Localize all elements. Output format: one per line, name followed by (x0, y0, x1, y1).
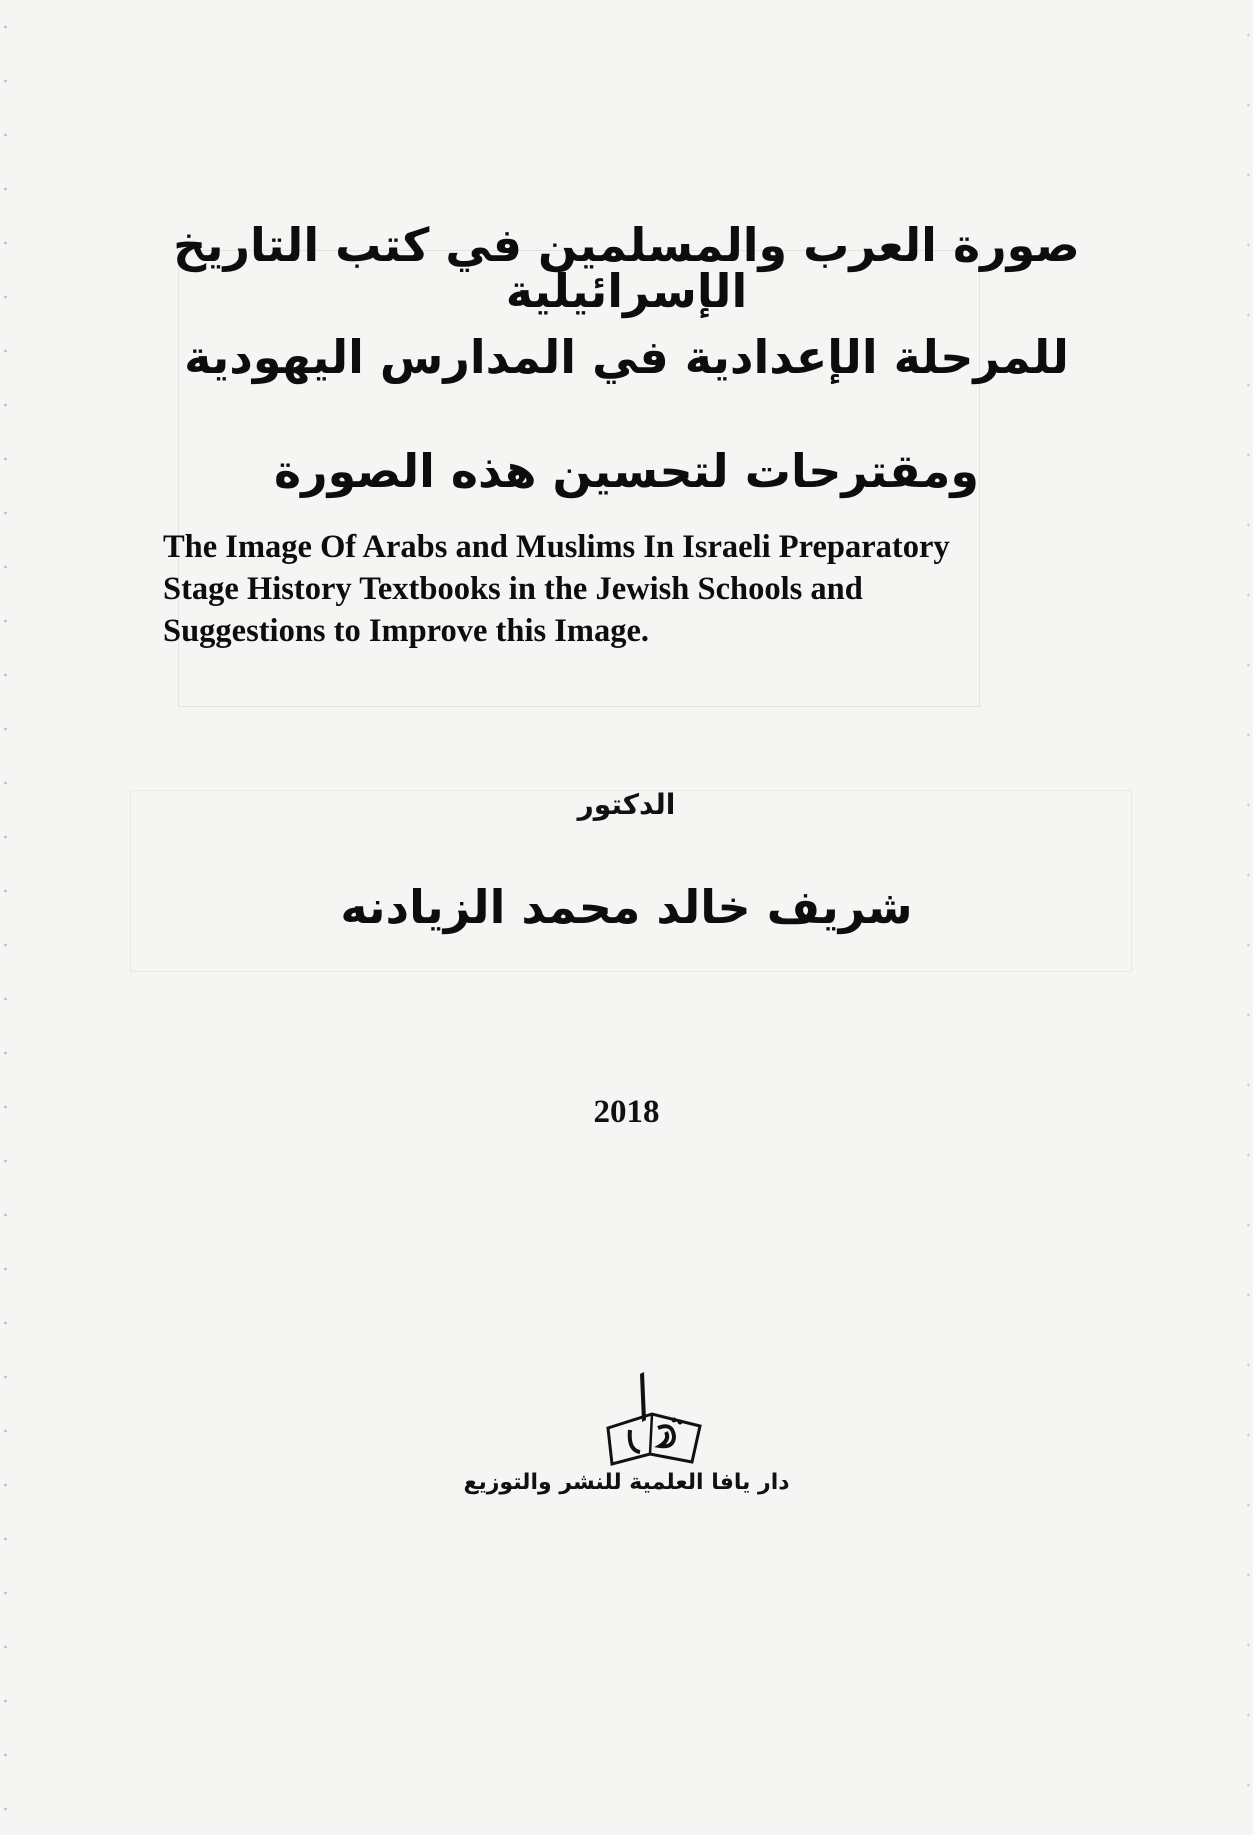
scan-edge-right (1247, 0, 1250, 1835)
english-title (163, 526, 1123, 652)
arabic-title-line-2: للمرحلة الإعدادية في المدارس اليهودية (184, 330, 1069, 384)
scan-edge-left (4, 0, 7, 1835)
publisher-name: دار يافا العلمية للنشر والتوزيع (463, 1470, 790, 1495)
english-title-line-1: The Image Of Arabs and Muslims In Israeli Preparatory (163, 529, 950, 565)
yafa-book-pen-logo-icon (600, 1370, 710, 1470)
author-title-label: الدكتور (577, 788, 676, 821)
english-title-line-3: Suggestions to Improve this Image. (163, 613, 650, 649)
publication-year: 2018 (593, 1094, 660, 1130)
author-name: شريف خالد محمد الزيادنه (340, 880, 913, 934)
arabic-title-line-3: ومقترحات لتحسين هذه الصورة (274, 444, 979, 498)
english-title-line-2: Stage History Textbooks in the Jewish Schools and (163, 571, 863, 607)
arabic-title-line-1: صورة العرب والمسلمين في كتب التاريخ الإسرائيلية (173, 218, 1080, 318)
